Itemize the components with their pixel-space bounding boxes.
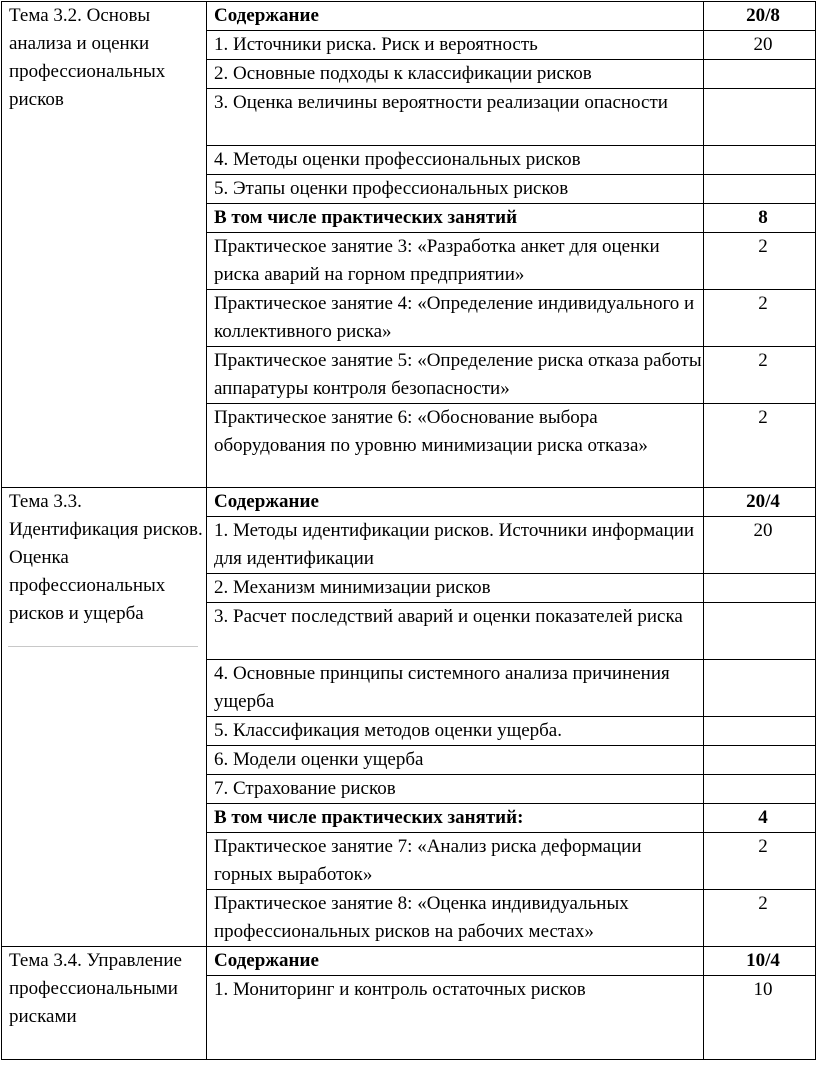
- curriculum-table: [1, 1, 816, 1060]
- topic-cell: Тема 3.4. Управление профессиональными рисками: [2, 947, 207, 1060]
- lecture-item: 4. Методы оценки профессиональных рисков: [207, 146, 704, 175]
- lecture-hours: 10: [704, 976, 816, 1060]
- section-3-3-content-row: [2, 488, 816, 517]
- section-3-2-content-row: [2, 2, 816, 31]
- hours-empty-cell: [704, 146, 816, 175]
- lecture-item: 1. Мониторинг и контроль остаточных рисков: [207, 976, 704, 1060]
- lecture-item: 5. Классификация методов оценки ущерба.: [207, 717, 704, 746]
- topic-cell: Тема 3.2. Основы анализа и оценки профессиональных рисков: [2, 2, 207, 488]
- total-hours: 20/4: [704, 488, 816, 517]
- practice-item: Практическое занятие 8: «Оценка индивидуальных профессиональных рисков на рабочих местах»: [207, 890, 704, 947]
- total-hours: 10/4: [704, 947, 816, 976]
- hours-empty-cell: [704, 89, 816, 146]
- lecture-item: 2. Основные подходы к классификации рисков: [207, 60, 704, 89]
- practice-hours: 2: [704, 347, 816, 404]
- practice-hours: 2: [704, 290, 816, 347]
- practice-item: Практическое занятие 5: «Определение риска отказа работы аппаратуры контроля безопасности»: [207, 347, 704, 404]
- hours-empty-cell: [704, 175, 816, 204]
- practice-item: Практическое занятие 7: «Анализ риска деформации горных выработок»: [207, 833, 704, 890]
- practice-hours: 2: [704, 890, 816, 947]
- content-label: Содержание: [207, 2, 704, 31]
- practice-hours: 2: [704, 833, 816, 890]
- hours-empty-cell: [704, 775, 816, 804]
- lecture-item: 6. Модели оценки ущерба: [207, 746, 704, 775]
- practice-item: Практическое занятие 3: «Разработка анкет для оценки риска аварий на горном предприятии»: [207, 233, 704, 290]
- practice-label: В том числе практических занятий: [207, 204, 704, 233]
- lecture-item: 1. Источники риска. Риск и вероятность: [207, 31, 704, 60]
- practice-hours: 2: [704, 404, 816, 488]
- lecture-item: 5. Этапы оценки профессиональных рисков: [207, 175, 704, 204]
- hours-empty-cell: [704, 660, 816, 717]
- section-3-4-content-row: [2, 947, 816, 976]
- lecture-item: 3. Расчет последствий аварий и оценки показателей риска: [207, 603, 704, 660]
- lecture-item: 7. Страхование рисков: [207, 775, 704, 804]
- content-label: Содержание: [207, 488, 704, 517]
- hours-empty-cell: [704, 60, 816, 89]
- practice-item: Практическое занятие 6: «Обоснование выбора оборудования по уровню минимизации риска отказа»: [207, 404, 704, 488]
- practice-total: 8: [704, 204, 816, 233]
- lecture-item: 2. Механизм минимизации рисков: [207, 574, 704, 603]
- hours-empty-cell: [704, 746, 816, 775]
- topic-cell: Тема 3.3. Идентификация рисков. Оценка профессиональных рисков и ущерба: [2, 488, 207, 947]
- practice-item: Практическое занятие 4: «Определение индивидуального и коллективного риска»: [207, 290, 704, 347]
- lecture-hours: 20: [704, 517, 816, 574]
- lecture-hours: 20: [704, 31, 816, 60]
- lecture-item: 3. Оценка величины вероятности реализации опасности: [207, 89, 704, 146]
- practice-label: В том числе практических занятий:: [207, 804, 704, 833]
- lecture-item: 4. Основные принципы системного анализа причинения ущерба: [207, 660, 704, 717]
- hours-empty-cell: [704, 603, 816, 660]
- hours-empty-cell: [704, 717, 816, 746]
- total-hours: 20/8: [704, 2, 816, 31]
- hours-empty-cell: [704, 574, 816, 603]
- content-label: Содержание: [207, 947, 704, 976]
- divider-line: [8, 646, 198, 647]
- practice-hours: 2: [704, 233, 816, 290]
- practice-total: 4: [704, 804, 816, 833]
- lecture-item: 1. Методы идентификации рисков. Источники информации для идентификации: [207, 517, 704, 574]
